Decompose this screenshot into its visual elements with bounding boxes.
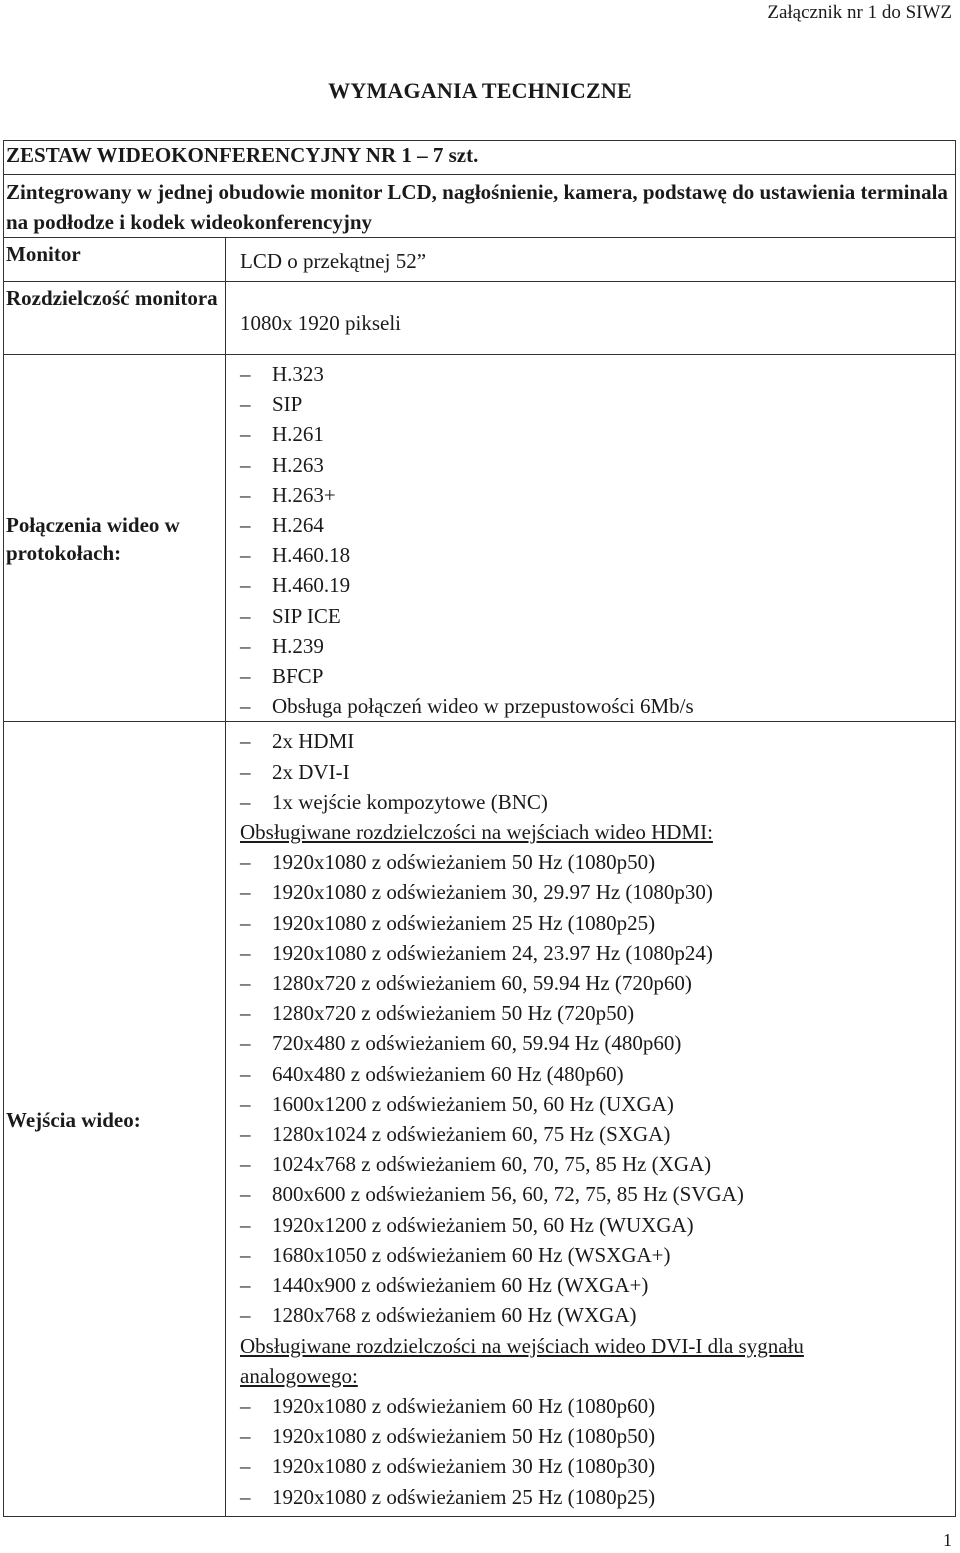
list-item: – BFCP — [240, 661, 955, 691]
list-item: – 1680x1050 z odświeżaniem 60 Hz (WSXGA+) — [240, 1240, 955, 1270]
monitor-label: Monitor — [4, 238, 226, 282]
video-inputs-label: Wejścia wideo: — [4, 722, 226, 1516]
protocol-list — [240, 359, 955, 721]
protocols-row — [4, 355, 956, 722]
set-description-row — [4, 175, 956, 238]
document-title: WYMAGANIA TECHNICZNE — [328, 78, 632, 103]
dvi-resolutions-heading: Obsługiwane rozdzielczości na wejściach wideo DVI-I dla sygnału — [240, 1333, 804, 1358]
set-title-row — [4, 141, 956, 175]
protocols-cell — [226, 355, 956, 722]
list-item: – H.460.18 — [240, 540, 955, 570]
video-inputs-cell — [226, 722, 956, 1516]
hdmi-resolutions-heading: Obsługiwane rozdzielczości na wejściach wideo HDMI: — [240, 820, 713, 845]
protocols-label: Połączenia wideo w protokołach: — [4, 355, 226, 722]
list-item: – H.264 — [240, 510, 955, 540]
list-item: – 2x HDMI — [240, 726, 955, 756]
list-item: – 1920x1080 z odświeżaniem 50 Hz (1080p50) — [240, 847, 955, 877]
video-inputs-row — [4, 722, 956, 1516]
list-item: – 1920x1080 z odświeżaniem 24, 23.97 Hz (1080p24) — [240, 938, 955, 968]
list-item: – SIP — [240, 389, 955, 419]
resolution-label: Rozdzielczość monitora — [4, 282, 226, 355]
list-item: – H.239 — [240, 631, 955, 661]
monitor-row — [4, 238, 956, 282]
list-item: – Obsługa połączeń wideo w przepustowości 6Mb/s — [240, 691, 955, 721]
set-title: ZESTAW WIDEOKONFERENCYJNY NR 1 – 7 szt. — [4, 141, 956, 175]
list-item: – 1280x768 z odświeżaniem 60 Hz (WXGA) — [240, 1300, 955, 1330]
list-item: – 1920x1080 z odświeżaniem 25 Hz (1080p25) — [240, 1482, 955, 1512]
page-number: 1 — [943, 1530, 952, 1550]
list-item: – H.323 — [240, 359, 955, 389]
hdmi-resolution-list — [240, 847, 955, 1330]
annex-label: Załącznik nr 1 do SIWZ — [767, 2, 952, 23]
list-item: – 1920x1080 z odświeżaniem 25 Hz (1080p25) — [240, 908, 955, 938]
list-item: – 800x600 z odświeżaniem 56, 60, 72, 75, 85 Hz (SVGA) — [240, 1179, 955, 1209]
list-item: – 1600x1200 z odświeżaniem 50, 60 Hz (UXGA) — [240, 1089, 955, 1119]
list-item: – 1920x1080 z odświeżaniem 30 Hz (1080p30) — [240, 1451, 955, 1481]
list-item: – 1280x1024 z odświeżaniem 60, 75 Hz (SXGA) — [240, 1119, 955, 1149]
list-item: – H.261 — [240, 419, 955, 449]
list-item: – 1920x1080 z odświeżaniem 60 Hz (1080p60) — [240, 1391, 955, 1421]
list-item: – 1440x900 z odświeżaniem 60 Hz (WXGA+) — [240, 1270, 955, 1300]
requirements-table — [3, 140, 956, 1517]
input-port-list — [240, 726, 955, 817]
list-item: – 1x wejście kompozytowe (BNC) — [240, 787, 955, 817]
dvi-resolution-list — [240, 1391, 955, 1512]
list-item: – H.263+ — [240, 480, 955, 510]
resolution-value: 1080x 1920 pikseli — [226, 282, 956, 355]
set-description: Zintegrowany w jednej obudowie monitor LCD, nagłośnienie, kamera, podstawę do ustawienia terminala na podłodze i kodek wideokonferencyjny — [4, 175, 956, 238]
list-item: – 640x480 z odświeżaniem 60 Hz (480p60) — [240, 1059, 955, 1089]
list-item: – 1920x1080 z odświeżaniem 30, 29.97 Hz (1080p30) — [240, 877, 955, 907]
list-item: – H.460.19 — [240, 570, 955, 600]
list-item: – 720x480 z odświeżaniem 60, 59.94 Hz (480p60) — [240, 1028, 955, 1058]
list-item: – 2x DVI-I — [240, 757, 955, 787]
monitor-value: LCD o przekątnej 52” — [226, 238, 956, 282]
dvi-resolutions-heading-cont: analogowego: — [240, 1363, 358, 1388]
list-item: – 1920x1200 z odświeżaniem 50, 60 Hz (WUXGA) — [240, 1210, 955, 1240]
list-item: – SIP ICE — [240, 601, 955, 631]
list-item: – 1920x1080 z odświeżaniem 50 Hz (1080p50) — [240, 1421, 955, 1451]
list-item: – 1280x720 z odświeżaniem 60, 59.94 Hz (720p60) — [240, 968, 955, 998]
list-item: – 1280x720 z odświeżaniem 50 Hz (720p50) — [240, 998, 955, 1028]
list-item: – H.263 — [240, 450, 955, 480]
list-item: – 1024x768 z odświeżaniem 60, 70, 75, 85 Hz (XGA) — [240, 1149, 955, 1179]
resolution-row — [4, 282, 956, 355]
